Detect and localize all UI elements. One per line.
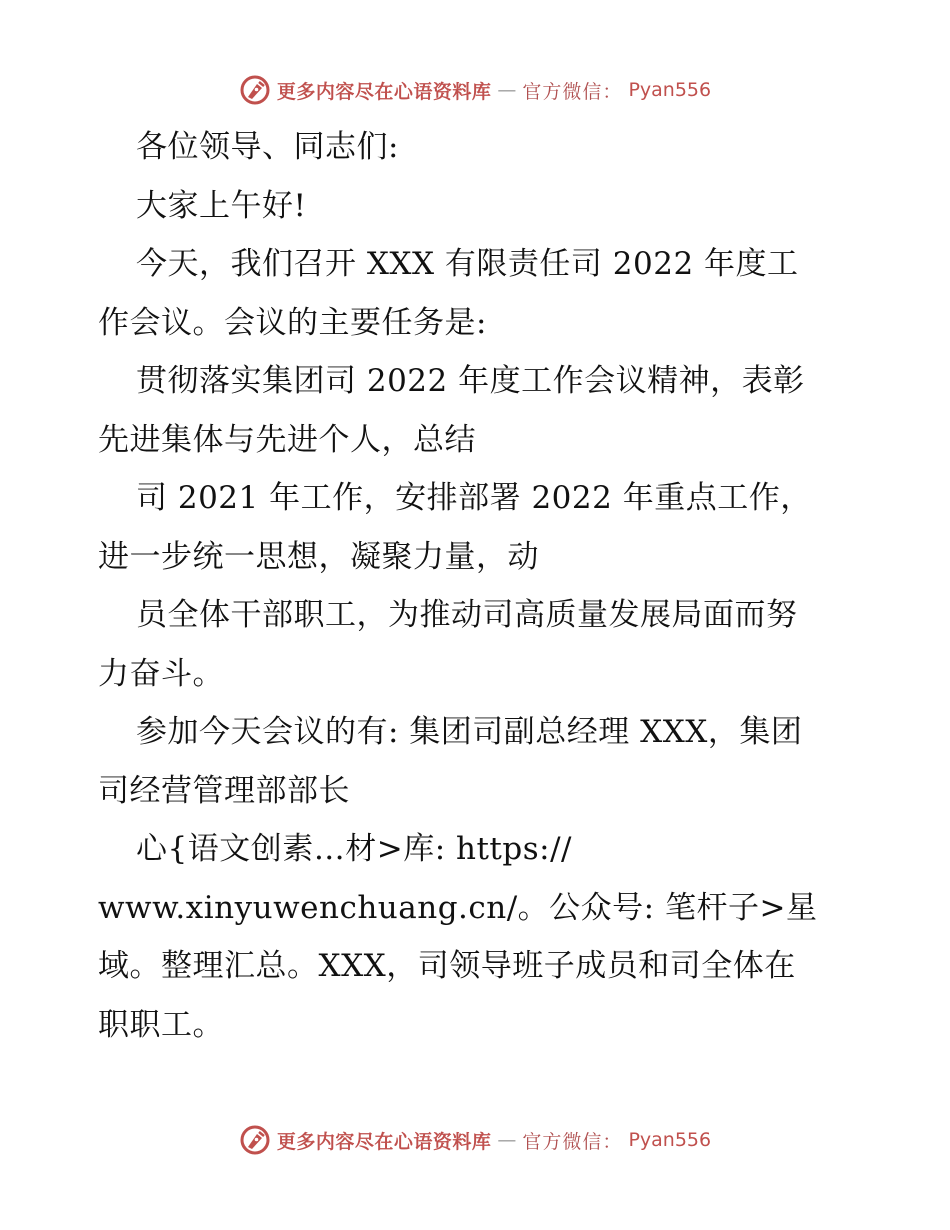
watermark-text: 更多内容尽在心语资料库 (276, 1130, 492, 1153)
text-line: 员全体干部职工，为推动司高质量发展局面而努 (136, 597, 798, 633)
text-line: 职职工。 (98, 1006, 224, 1043)
watermark-dash: — (497, 79, 517, 101)
watermark-dash: — (497, 1129, 517, 1151)
text-line: 各位领导、同志们: (136, 129, 399, 165)
watermark-text: 更多内容尽在心语资料库 (276, 80, 492, 103)
watermark-wechat-id: Pyan556 (628, 1129, 712, 1151)
text-line: 作会议。会议的主要任务是: (98, 304, 487, 341)
text-line: 今天，我们召开 XXX 有限责任司 2022 年度工 (136, 246, 799, 282)
text-line: 心{语文创素…材>库: https:// (136, 831, 572, 867)
pen-nib-circle-icon (239, 1124, 271, 1156)
text-line: 贯彻落实集团司 2022 年度工作会议精神，表彰 (136, 363, 805, 399)
text-line: 力奋斗。 (98, 655, 224, 692)
pen-nib-circle-icon (239, 74, 271, 106)
text-line: www.xinyuwenchuang.cn/。公众号: 笔杆子>星 (98, 889, 818, 926)
text-line: 参加今天会议的有: 集团司副总经理 XXX，集团 (136, 714, 803, 750)
watermark-official-label: 官方微信： (522, 1130, 623, 1153)
watermark-official-label: 官方微信： (522, 80, 623, 103)
text-line: 先进集体与先进个人，总结 (98, 421, 476, 458)
text-line: 司 2021 年工作，安排部署 2022 年重点工作， (136, 480, 812, 516)
text-line: 域。整理汇总。XXX，司领导班子成员和司全体在 (98, 948, 796, 984)
watermark-wechat-id: Pyan556 (628, 79, 712, 101)
header-watermark (0, 73, 950, 107)
text-line: 大家上午好! (136, 187, 307, 224)
footer-watermark (0, 1123, 950, 1157)
text-line: 司经营管理部部长 (98, 772, 350, 809)
text-line: 进一步统一思想，凝聚力量，动 (98, 538, 539, 575)
document-body (98, 118, 858, 1054)
